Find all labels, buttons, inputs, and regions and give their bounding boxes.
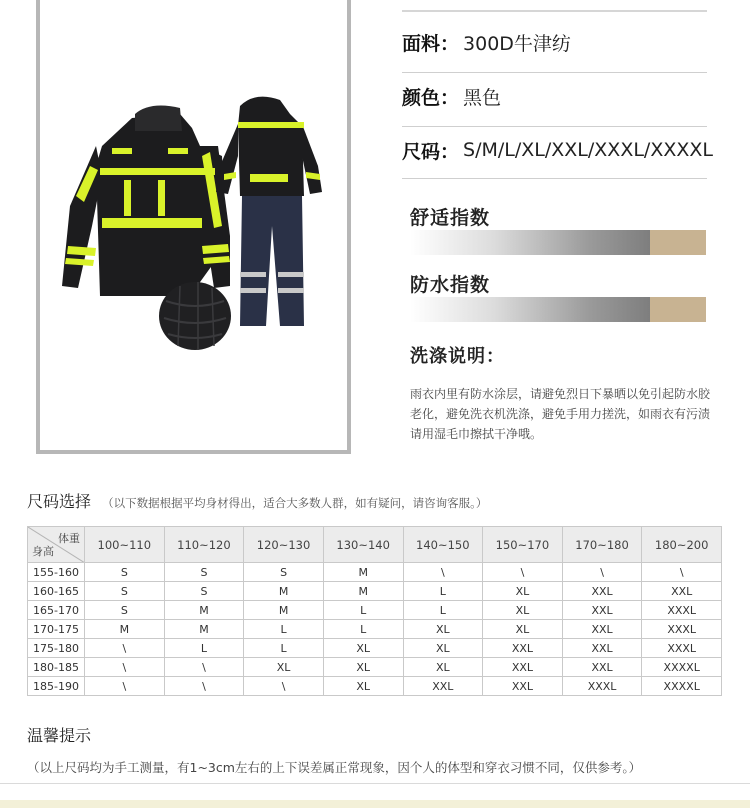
size-cell: XXL [483, 658, 563, 677]
weight-column-header: 150~170 [483, 527, 563, 563]
height-cell: 165-170 [28, 601, 85, 620]
size-cell: \ [85, 639, 165, 658]
size-cell: XL [483, 620, 563, 639]
meter-track [410, 297, 650, 322]
size-cell: M [244, 601, 324, 620]
size-cell: XXXXL [642, 677, 722, 696]
size-cell: S [244, 563, 324, 582]
size-cell: S [85, 582, 165, 601]
weight-column-header: 180~200 [642, 527, 722, 563]
wash-instructions-title: 洗涤说明： [410, 346, 505, 367]
weight-column-header: 170~180 [562, 527, 642, 563]
size-cell: XL [483, 601, 563, 620]
size-cell: XL [323, 639, 403, 658]
rain-jacket-image [62, 106, 230, 296]
size-cell: XXXL [642, 620, 722, 639]
size-cell: \ [85, 658, 165, 677]
size-cell: XXL [562, 620, 642, 639]
size-cell: S [85, 601, 165, 620]
size-cell: \ [85, 677, 165, 696]
table-row [28, 639, 722, 658]
size-cell: XXXL [562, 677, 642, 696]
size-chart-subtitle: （以下数据根据平均身材得出，适合大多数人群，如有疑问，请咨询客服。） [102, 496, 488, 510]
weight-column-header: 140~150 [403, 527, 483, 563]
spec-fabric [402, 14, 707, 70]
table-row [28, 601, 722, 620]
size-cell: M [164, 620, 244, 639]
size-cell: XXL [483, 639, 563, 658]
divider [402, 10, 707, 12]
size-cell: XL [323, 658, 403, 677]
comfort-index-meter [410, 230, 706, 255]
size-cell: \ [562, 563, 642, 582]
size-cell: L [403, 582, 483, 601]
spec-value: 300D牛津纺 [463, 32, 571, 55]
size-cell: \ [244, 677, 324, 696]
weight-column-header: 120~130 [244, 527, 324, 563]
table-row [28, 677, 722, 696]
size-cell: L [323, 601, 403, 620]
waterproof-index-meter [410, 297, 706, 322]
meter-track [410, 230, 650, 255]
size-chart-header-row [28, 527, 722, 563]
size-cell: XL [244, 658, 324, 677]
size-chart-title: 尺码选择 [27, 492, 92, 511]
size-cell: \ [642, 563, 722, 582]
height-cell: 180-185 [28, 658, 85, 677]
weight-header: 体重 [58, 532, 80, 545]
size-cell: XL [483, 582, 563, 601]
spec-label: 颜色： [402, 86, 460, 109]
height-cell: 160-165 [28, 582, 85, 601]
height-cell: 185-190 [28, 677, 85, 696]
size-cell: XL [403, 658, 483, 677]
size-cell: M [85, 620, 165, 639]
size-cell: XXL [562, 601, 642, 620]
spec-label: 尺码： [402, 140, 460, 163]
weight-column-header: 130~140 [323, 527, 403, 563]
meter-marker [650, 230, 706, 255]
size-cell: XXL [403, 677, 483, 696]
height-cell: 170-175 [28, 620, 85, 639]
quilted-lining-swatch [159, 282, 231, 350]
divider [0, 783, 750, 784]
divider [402, 178, 707, 179]
tip-title: 温馨提示 [27, 726, 92, 745]
size-cell: \ [164, 677, 244, 696]
height-cell: 155-160 [28, 563, 85, 582]
size-chart-corner-cell [28, 527, 85, 563]
size-cell: \ [483, 563, 563, 582]
size-cell: S [85, 563, 165, 582]
height-header: 身高 [32, 545, 54, 558]
size-cell: S [164, 563, 244, 582]
table-row [28, 658, 722, 677]
size-cell: XXL [642, 582, 722, 601]
weight-column-header: 110~120 [164, 527, 244, 563]
product-photo [40, 0, 351, 454]
footer-strip [0, 800, 750, 808]
size-cell: M [323, 563, 403, 582]
size-cell: XXXL [642, 601, 722, 620]
spec-value: S/M/L/XL/XXL/XXXL/XXXXL [463, 139, 713, 161]
size-cell: L [244, 620, 324, 639]
comfort-index-label: 舒适指数 [410, 207, 491, 229]
size-cell: S [164, 582, 244, 601]
table-row [28, 582, 722, 601]
table-row [28, 620, 722, 639]
size-cell: \ [164, 658, 244, 677]
meter-marker [650, 297, 706, 322]
size-cell: XXXL [642, 639, 722, 658]
spec-value: 黑色 [463, 86, 502, 109]
size-cell: XXL [562, 658, 642, 677]
size-cell: XXL [483, 677, 563, 696]
size-cell: M [244, 582, 324, 601]
waterproof-index-label: 防水指数 [410, 274, 491, 296]
size-cell: L [164, 639, 244, 658]
size-cell: XXL [562, 582, 642, 601]
size-cell: XXL [562, 639, 642, 658]
spec-size [402, 122, 713, 178]
tip-text: （以上尺码均为手工测量，有1~3cm左右的上下误差属正常现象，因个人的体型和穿衣习惯不同，仅供参考。） [27, 760, 642, 775]
size-cell: XL [323, 677, 403, 696]
spec-label: 面料： [402, 32, 460, 55]
size-cell: L [244, 639, 324, 658]
size-cell: XXXXL [642, 658, 722, 677]
size-cell: L [403, 601, 483, 620]
size-cell: \ [403, 563, 483, 582]
size-cell: M [323, 582, 403, 601]
weight-column-header: 100~110 [85, 527, 165, 563]
wash-instructions-text: 雨衣内里有防水涂层，请避免烈日下暴晒以免引起防水胶老化，避免洗衣机洗涤，避免手用力搓洗，如雨衣有污渍请用湿毛巾擦拭干净哦。 [410, 387, 711, 441]
product-image-frame [36, 0, 351, 454]
size-chart-heading [27, 489, 487, 512]
spec-color [402, 68, 707, 124]
height-cell: 175-180 [28, 639, 85, 658]
table-row [28, 563, 722, 582]
size-cell: L [323, 620, 403, 639]
size-cell: M [164, 601, 244, 620]
size-chart-table [27, 526, 722, 696]
size-cell: XL [403, 620, 483, 639]
size-cell: XL [403, 639, 483, 658]
rain-suit-set-image [216, 97, 322, 326]
